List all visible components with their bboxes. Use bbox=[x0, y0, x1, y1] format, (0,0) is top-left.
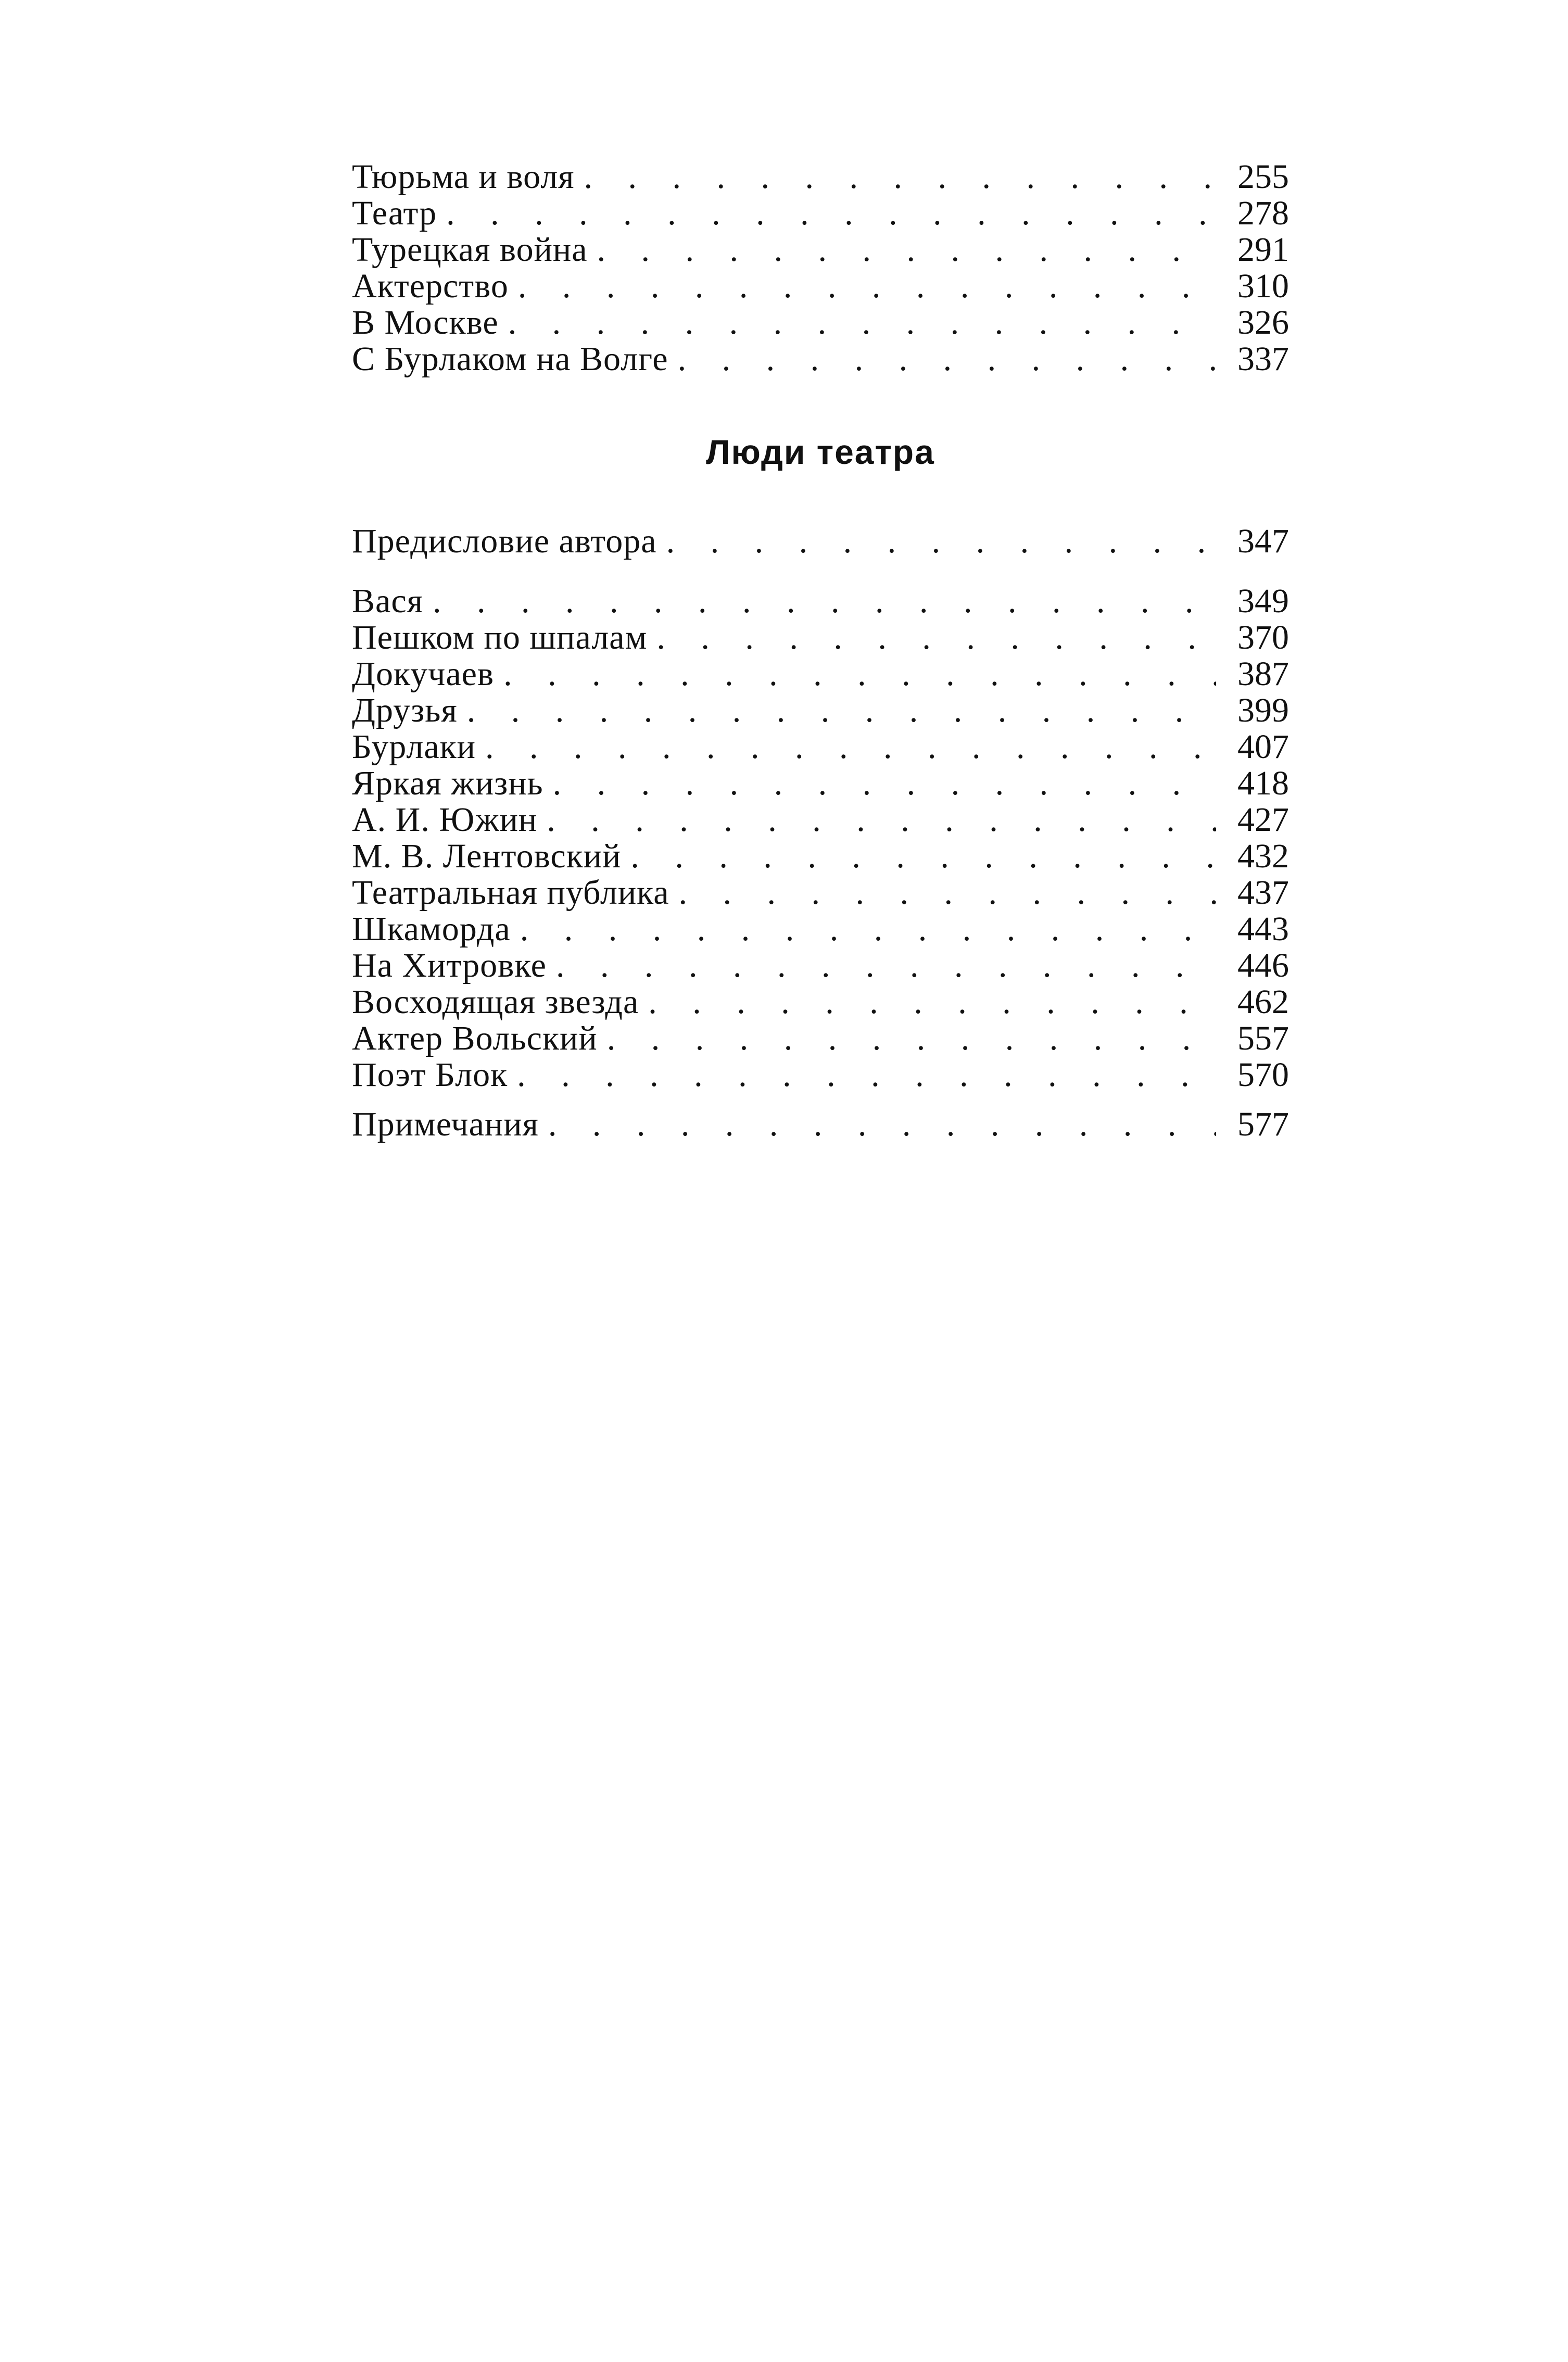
toc-entry-title: Пешком по шпалам bbox=[352, 618, 648, 656]
toc-entry bbox=[352, 692, 1289, 729]
toc-entry-title: На Хитровке bbox=[352, 946, 547, 984]
toc-leader-dots bbox=[485, 729, 1216, 765]
toc-entry-page: 446 bbox=[1237, 946, 1289, 984]
toc-leader-dots bbox=[679, 875, 1216, 911]
toc-entry-page: 347 bbox=[1237, 522, 1289, 560]
section-heading: Люди театра bbox=[706, 433, 935, 471]
toc-entry bbox=[352, 948, 1289, 984]
toc-entry bbox=[352, 195, 1289, 232]
toc-notes bbox=[352, 1106, 1289, 1143]
toc-entry-title: С Бурлаком на Волге bbox=[352, 340, 668, 378]
toc-leader-dots bbox=[433, 583, 1216, 620]
toc-entry bbox=[352, 268, 1289, 305]
toc-leader-dots bbox=[517, 1057, 1216, 1093]
toc-leader-dots bbox=[508, 305, 1216, 341]
toc-entry-page: 443 bbox=[1237, 910, 1289, 948]
toc-entry bbox=[352, 838, 1289, 875]
toc-entry-title: В Москве bbox=[352, 304, 499, 342]
toc-leader-dots bbox=[678, 341, 1216, 377]
toc-entry bbox=[352, 765, 1289, 802]
toc-leader-dots bbox=[446, 195, 1216, 232]
toc-entry bbox=[352, 729, 1289, 765]
toc-entry bbox=[352, 911, 1289, 948]
toc-leader-dots bbox=[666, 523, 1216, 560]
toc-entry-title: Примечания bbox=[352, 1105, 539, 1143]
toc-entry-title: А. И. Южин bbox=[352, 801, 538, 839]
toc-entry-title: Восходящая звезда bbox=[352, 983, 639, 1021]
toc-entry bbox=[352, 1057, 1289, 1093]
toc-entry-title: Поэт Блок bbox=[352, 1056, 508, 1094]
toc-leader-dots bbox=[520, 911, 1216, 948]
toc-entry-title: М. В. Лентовский bbox=[352, 837, 622, 875]
toc-entry-page: 370 bbox=[1237, 618, 1289, 656]
toc-entry-page: 570 bbox=[1237, 1056, 1289, 1094]
toc-entry-title: Бурлаки bbox=[352, 728, 476, 766]
toc-entry-title: Шкаморда bbox=[352, 910, 511, 948]
toc-leader-dots bbox=[553, 765, 1216, 802]
toc-leader-dots bbox=[584, 159, 1217, 195]
toc-entry-title: Театральная публика bbox=[352, 874, 669, 912]
toc-entry bbox=[352, 802, 1289, 838]
toc-entry-page: 387 bbox=[1237, 655, 1289, 693]
toc-entry bbox=[352, 523, 1289, 560]
toc-entry-page: 310 bbox=[1237, 267, 1289, 305]
toc-entry-title: Турецкая война bbox=[352, 231, 588, 269]
toc-entry-page: 407 bbox=[1237, 728, 1289, 766]
toc-entry-title: Вася bbox=[352, 582, 423, 620]
toc-leader-dots bbox=[548, 1106, 1216, 1143]
toc-entry-page: 326 bbox=[1237, 304, 1289, 342]
toc-entry-title: Друзья bbox=[352, 691, 458, 729]
toc-leader-dots bbox=[630, 838, 1216, 875]
toc-part-1 bbox=[352, 159, 1289, 377]
toc-leader-dots bbox=[556, 948, 1216, 984]
toc-entry-page: 337 bbox=[1237, 340, 1289, 378]
toc-entry-page: 432 bbox=[1237, 837, 1289, 875]
toc-entry-title: Предисловие автора bbox=[352, 522, 657, 560]
toc-entry bbox=[352, 305, 1289, 341]
toc-entry-title: Театр bbox=[352, 194, 437, 232]
toc-entry-page: 462 bbox=[1237, 983, 1289, 1021]
toc-leader-dots bbox=[597, 232, 1216, 268]
toc-entry-page: 399 bbox=[1237, 691, 1289, 729]
toc-entry bbox=[352, 1020, 1289, 1057]
toc-leader-dots bbox=[656, 620, 1216, 656]
toc-entry bbox=[352, 875, 1289, 911]
toc-entry bbox=[352, 341, 1289, 377]
toc-leader-dots bbox=[547, 802, 1216, 838]
toc-entry-page: 349 bbox=[1237, 582, 1289, 620]
toc-entry bbox=[352, 984, 1289, 1020]
toc-leader-dots bbox=[607, 1020, 1216, 1057]
toc-entry bbox=[352, 1106, 1289, 1143]
toc-entry-page: 577 bbox=[1237, 1105, 1289, 1143]
toc-entry-page: 418 bbox=[1237, 764, 1289, 802]
toc-preface bbox=[352, 523, 1289, 560]
toc-entry bbox=[352, 583, 1289, 620]
toc-entry-title: Тюрьма и воля bbox=[352, 158, 575, 196]
toc-entry-title: Актер Вольский bbox=[352, 1019, 598, 1057]
toc-part-2 bbox=[352, 583, 1289, 1093]
toc-entry bbox=[352, 159, 1289, 195]
toc-entry-title: Яркая жизнь bbox=[352, 764, 543, 802]
toc-entry-page: 255 bbox=[1237, 158, 1289, 196]
toc-entry bbox=[352, 620, 1289, 656]
toc-leader-dots bbox=[648, 984, 1216, 1020]
toc-entry bbox=[352, 232, 1289, 268]
toc-entry-page: 278 bbox=[1237, 194, 1289, 232]
toc-entry-page: 427 bbox=[1237, 801, 1289, 839]
toc-leader-dots bbox=[518, 268, 1216, 305]
toc-entry-page: 437 bbox=[1237, 874, 1289, 912]
toc-leader-dots bbox=[503, 656, 1216, 692]
toc-leader-dots bbox=[467, 692, 1216, 729]
toc-entry-title: Докучаев bbox=[352, 655, 495, 693]
toc-entry-page: 557 bbox=[1237, 1019, 1289, 1057]
toc-entry-page: 291 bbox=[1237, 231, 1289, 269]
toc-entry-title: Актерство bbox=[352, 267, 509, 305]
toc-entry bbox=[352, 656, 1289, 692]
